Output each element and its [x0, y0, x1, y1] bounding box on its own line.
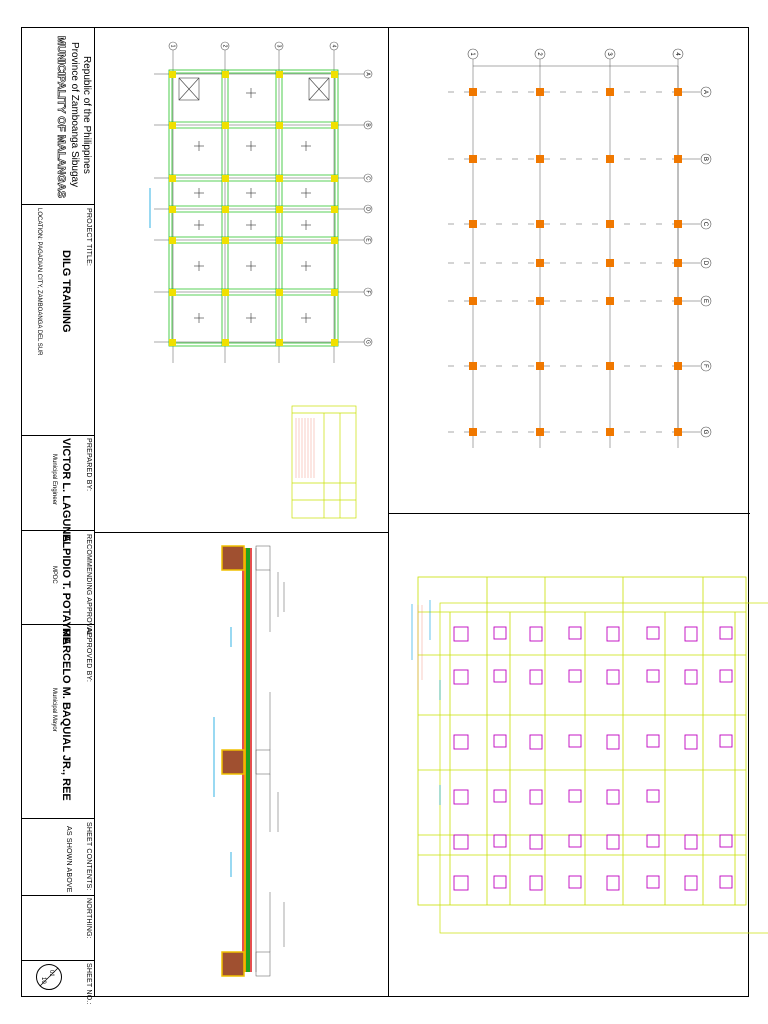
- recommending-name: ELPIDIO T. POTAYRE: [60, 534, 72, 645]
- approved-label: APPROVED BY:: [85, 628, 92, 683]
- grid-number-label: 3: [606, 52, 612, 56]
- sheet-no-label: SHEET NO.:: [85, 963, 92, 1005]
- location-text: LOCATION: PAGADIAN CITY, ZAMBOANGA DEL SUR: [36, 208, 42, 356]
- grid-letter-label: F: [364, 290, 371, 294]
- project-title: DILG TRAINING: [60, 250, 72, 333]
- grid-letter-label: D: [702, 260, 708, 266]
- grid-number-label: 4: [674, 52, 680, 56]
- grid-letter-label: F: [702, 364, 708, 368]
- grid-number-label: 1: [169, 44, 176, 48]
- prepared-by-label: PREPARED BY:: [85, 438, 92, 492]
- sheet-contents-label: SHEET CONTENTS:: [85, 822, 92, 891]
- grid-number-label: 3: [275, 44, 282, 48]
- grid-letter-label: G: [702, 429, 708, 435]
- schedule-labels: [412, 600, 440, 805]
- province-text: Province of Zamboanga Sibugay: [69, 42, 80, 188]
- recommending-label: RECOMMENDING APPROVAL:: [85, 534, 92, 639]
- recommending-role: MPDC: [51, 566, 57, 584]
- grid-letter-label: E: [364, 238, 371, 242]
- grid-number-label: 2: [221, 44, 228, 48]
- grid-number-label: 4: [330, 44, 337, 48]
- prepared-by-name: VICTOR L. LAGUNA: [60, 438, 72, 543]
- grid-letter-label: D: [364, 207, 371, 211]
- column-section-icons: [454, 627, 732, 890]
- approved-role: Municipal Mayor: [51, 688, 57, 732]
- northing-label: NORTHING:: [85, 898, 92, 939]
- republic-text: Republic of the Philippines: [81, 56, 92, 174]
- grid-number-label: 2: [536, 52, 542, 56]
- grid-letter-label: B: [702, 156, 708, 162]
- grid-number-label: 1: [469, 52, 475, 56]
- municipality-text: MUNICIPALITY OF MALANGAS: [55, 36, 67, 199]
- sheet-total: 10: [40, 977, 46, 984]
- grid-letter-label: E: [702, 298, 708, 304]
- grid-letter-label: A: [364, 72, 371, 76]
- prepared-by-role: Municipal Engineer: [51, 454, 57, 506]
- project-title-label: PROJECT TITLE:: [85, 208, 92, 267]
- grid-letter-label: G: [364, 340, 371, 344]
- approved-name: MARCELO M. BAQUIAL JR., REE: [60, 628, 72, 801]
- sheet-number: 01: [48, 970, 54, 977]
- grid-letter-label: A: [702, 89, 708, 95]
- grid-letter-label: C: [702, 221, 708, 227]
- sheet-contents: AS SHOWN ABOVE: [65, 826, 72, 893]
- grid-letter-label: B: [364, 123, 371, 127]
- grid-letter-label: C: [364, 176, 371, 180]
